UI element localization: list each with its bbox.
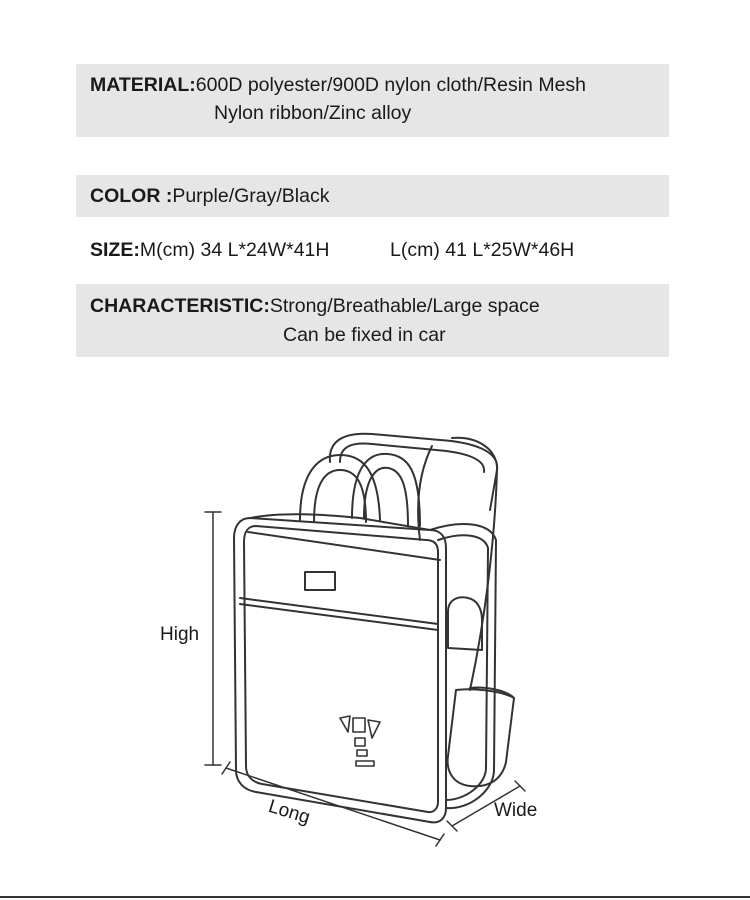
high-dimension-line <box>205 512 221 765</box>
color-value: Purple/Gray/Black <box>172 185 330 207</box>
long-label: Long <box>265 796 313 829</box>
size-m: M(cm) 34 L*24W*41H <box>139 239 330 261</box>
size-l: L(cm) 41 L*25W*46H <box>390 239 575 261</box>
characteristic-line-2: Can be fixed in car <box>283 324 446 346</box>
bag-front <box>234 518 446 822</box>
characteristic-line-1: Strong/Breathable/Large space <box>269 295 540 317</box>
material-line-2: Nylon ribbon/Zinc alloy <box>214 102 412 124</box>
bottle-pocket <box>448 689 514 786</box>
mesh-window <box>448 597 482 650</box>
high-label: High <box>160 624 200 645</box>
label-patch <box>305 572 335 590</box>
logo-mark <box>340 716 380 766</box>
material-label: MATERIAL: <box>90 74 196 96</box>
bottom-divider <box>0 896 750 898</box>
characteristic-label: CHARACTERISTIC: <box>90 295 270 317</box>
size-label: SIZE: <box>90 239 140 261</box>
material-line-1: 600D polyester/900D nylon cloth/Resin Mesh <box>195 74 587 96</box>
long-dimension-line <box>222 762 444 846</box>
wide-label: Wide <box>494 800 538 821</box>
pocket-zipper <box>240 598 438 624</box>
color-label: COLOR : <box>90 185 173 207</box>
